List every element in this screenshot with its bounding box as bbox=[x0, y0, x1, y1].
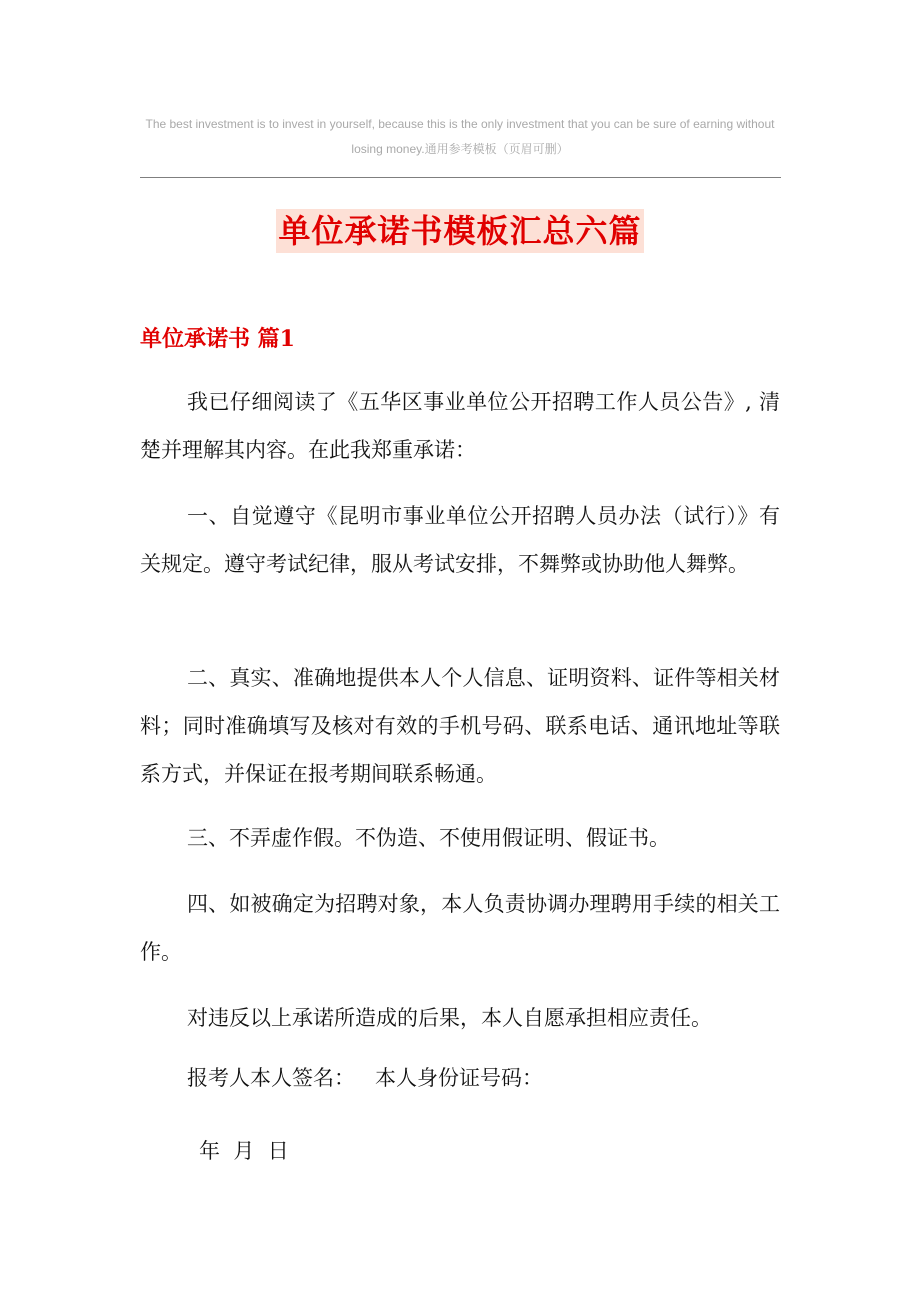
paragraph-pledge-1: 一、自觉遵守《昆明市事业单位公开招聘人员办法（试行）》有关规定。遵守考试纪律，服从考试安排，不舞弊或协助他人舞弊。 bbox=[140, 504, 780, 576]
page-header: The best investment is to invest in yourself, because this is the only investment that you can be sure of earning without losing money.通用参考模板（页眉可删） bbox=[145, 117, 775, 156]
section-heading: 单位承诺书 篇1 bbox=[140, 326, 295, 352]
date-line: 年 月 日 bbox=[199, 1139, 289, 1163]
header-divider bbox=[140, 177, 781, 178]
document-title: 单位承诺书模板汇总六篇 bbox=[276, 209, 643, 253]
signature-line: 报考人本人签名： 本人身份证号码： bbox=[187, 1066, 544, 1090]
paragraph-liability: 对违反以上承诺所造成的后果，本人自愿承担相应责任。 bbox=[187, 1006, 712, 1030]
paragraph-pledge-2: 二、真实、准确地提供本人个人信息、证明资料、证件等相关材料；同时准确填写及核对有效的手机号码、联系电话、通讯地址等联系方式，并保证在报考期间联系畅通。 bbox=[140, 666, 780, 786]
title-container bbox=[0, 209, 920, 253]
paragraph-pledge-3: 三、不弄虚作假。不伪造、不使用假证明、假证书。 bbox=[187, 826, 670, 850]
paragraph-pledge-4: 四、如被确定为招聘对象，本人负责协调办理聘用手续的相关工作。 bbox=[140, 892, 780, 964]
paragraph-intro: 我已仔细阅读了《五华区事业单位公开招聘工作人员公告》, 清楚并理解其内容。在此我郑重承诺： bbox=[140, 390, 780, 462]
